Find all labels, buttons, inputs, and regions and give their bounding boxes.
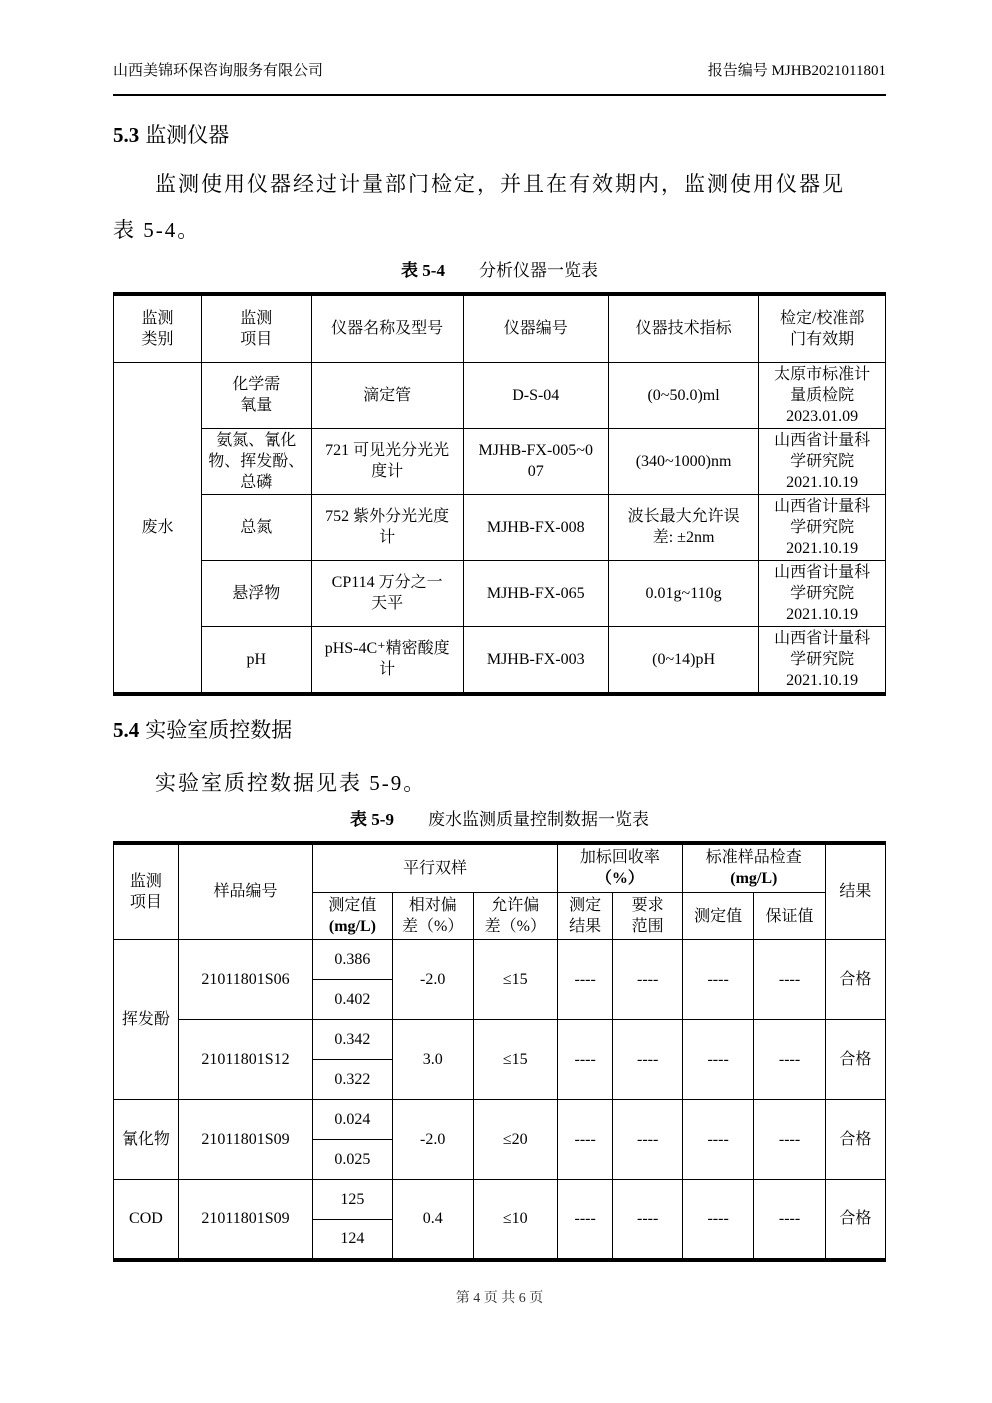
cell-spike-range: ---- — [613, 940, 682, 1020]
cell-monitoring-item: 总氮 — [202, 494, 312, 560]
col-header-result: 结果 — [825, 843, 885, 940]
cell-std-measured: ---- — [682, 940, 753, 1020]
cell-instrument-name: 滴定管 — [311, 362, 463, 428]
cell-spike-measured: ---- — [557, 940, 613, 1020]
cell-measured-value: 0.402 — [313, 980, 393, 1020]
company-name: 山西美锦环保咨询服务有限公司 — [113, 63, 324, 79]
header-rule — [113, 94, 886, 96]
cell-std-measured: ---- — [682, 1180, 753, 1260]
cell-instrument-name: 752 紫外分光光度 计 — [311, 494, 463, 560]
paragraph-5-4: 实验室质控数据见表 5-9。 — [155, 770, 427, 795]
col-header-monitoring-item: 监测 项目 — [114, 843, 179, 940]
cell-measured-value: 125 — [313, 1180, 393, 1220]
caption-title: 废水监测质量控制数据一览表 — [427, 809, 649, 829]
cell-relative-deviation: 0.4 — [392, 1180, 473, 1260]
cell-certification-dept: 山西省计量科 学研究院 2021.10.19 — [759, 494, 886, 560]
cell-spike-measured: ---- — [557, 1020, 613, 1100]
table-row — [114, 940, 886, 980]
report-number: 报告编号 MJHB2021011801 — [707, 63, 886, 79]
caption-title: 分析仪器一览表 — [478, 261, 598, 280]
col-header-monitoring-item: 监测 项目 — [202, 294, 312, 362]
cell-std-measured: ---- — [682, 1100, 753, 1180]
col-group-parallel-samples: 平行双样 — [313, 843, 558, 893]
col-header-certification-dept: 检定/校准部 门有效期 — [759, 294, 886, 362]
cell-instrument-code: MJHB-FX-065 — [463, 560, 608, 626]
cell-monitoring-item: COD — [114, 1180, 179, 1260]
cell-spike-measured: ---- — [557, 1100, 613, 1180]
cell-std-guaranteed: ---- — [754, 1020, 825, 1100]
cell-measured-value: 0.025 — [313, 1140, 393, 1180]
cell-allowed-deviation: ≤20 — [473, 1100, 557, 1180]
cell-certification-dept: 太原市标准计 量质检院 2023.01.09 — [759, 362, 886, 428]
cell-monitoring-item: 化学需 氧量 — [202, 362, 312, 428]
col-header-instrument-code: 仪器编号 — [463, 294, 608, 362]
caption-label: 表 5-9 — [350, 809, 394, 829]
table-row — [114, 1180, 886, 1220]
col-header-allowed-deviation: 允许偏 差（%） — [473, 893, 557, 940]
cell-relative-deviation: -2.0 — [392, 1100, 473, 1180]
cell-relative-deviation: 3.0 — [392, 1020, 473, 1100]
table-row — [114, 428, 886, 494]
table-row — [114, 1020, 886, 1060]
col-header-technical-spec: 仪器技术指标 — [608, 294, 759, 362]
cell-allowed-deviation: ≤15 — [473, 940, 557, 1020]
col-header-spike-measured: 测定 结果 — [557, 893, 613, 940]
col-header-instrument-name: 仪器名称及型号 — [311, 294, 463, 362]
cell-std-guaranteed: ---- — [754, 1100, 825, 1180]
cell-instrument-name: 721 可见光分光光 度计 — [311, 428, 463, 494]
cell-spike-range: ---- — [613, 1180, 682, 1260]
cell-certification-dept: 山西省计量科 学研究院 2021.10.19 — [759, 560, 886, 626]
table-5-9-caption — [113, 808, 886, 832]
cell-measured-value: 0.342 — [313, 1020, 393, 1060]
cell-monitoring-item: 氰化物 — [114, 1100, 179, 1180]
cell-result: 合格 — [825, 1020, 885, 1100]
cell-allowed-deviation: ≤15 — [473, 1020, 557, 1100]
page-number: 第 4 页 共 6 页 — [455, 1290, 544, 1306]
cell-technical-spec: 0.01g~110g — [608, 560, 759, 626]
cell-std-guaranteed: ---- — [754, 1180, 825, 1260]
analysis-instruments-table — [113, 292, 886, 696]
cell-technical-spec: (0~50.0)ml — [608, 362, 759, 428]
section-heading-5-4 — [113, 716, 886, 744]
col-header-std-guaranteed: 保证值 — [754, 893, 825, 940]
cell-result: 合格 — [825, 940, 885, 1020]
cell-instrument-name: CP114 万分之一 天平 — [311, 560, 463, 626]
section-title: 监测仪器 — [145, 123, 230, 147]
cell-measured-value: 0.024 — [313, 1100, 393, 1140]
cell-spike-range: ---- — [613, 1100, 682, 1180]
cell-instrument-code: MJHB-FX-008 — [463, 494, 608, 560]
cell-monitoring-item: 挥发酚 — [114, 940, 179, 1100]
cell-measured-value: 0.386 — [313, 940, 393, 980]
cell-technical-spec: (340~1000)nm — [608, 428, 759, 494]
col-header-monitoring-category: 监测 类别 — [114, 294, 202, 362]
cell-sample-id: 21011801S12 — [178, 1020, 312, 1100]
cell-instrument-code: MJHB-FX-003 — [463, 626, 608, 694]
cell-result: 合格 — [825, 1180, 885, 1260]
cell-spike-range: ---- — [613, 1020, 682, 1100]
col-header-sample-id: 样品编号 — [178, 843, 312, 940]
table-row — [114, 1100, 886, 1140]
col-header-measured-value: 测定值 (mg/L) — [313, 893, 393, 940]
cell-allowed-deviation: ≤10 — [473, 1180, 557, 1260]
section-heading-5-3 — [113, 121, 886, 149]
cell-relative-deviation: -2.0 — [392, 940, 473, 1020]
cell-measured-value: 0.322 — [313, 1060, 393, 1100]
cell-std-guaranteed: ---- — [754, 940, 825, 1020]
col-header-std-measured: 测定值 — [682, 893, 753, 940]
cell-monitoring-category: 废水 — [114, 362, 202, 694]
section-number: 5.3 — [113, 123, 140, 147]
table-row — [114, 626, 886, 694]
cell-result: 合格 — [825, 1100, 885, 1180]
cell-instrument-code: MJHB-FX-005~0 07 — [463, 428, 608, 494]
cell-instrument-name: pHS-4C⁺精密酸度 计 — [311, 626, 463, 694]
cell-technical-spec: (0~14)pH — [608, 626, 759, 694]
cell-instrument-code: D-S-04 — [463, 362, 608, 428]
table-5-4-caption — [113, 259, 886, 283]
col-header-spike-range: 要求 范围 — [613, 893, 682, 940]
col-group-spike-recovery: 加标回收率 （%） — [557, 843, 682, 893]
table-row — [114, 560, 886, 626]
cell-monitoring-item: 氨氮、氰化 物、挥发酚、 总磷 — [202, 428, 312, 494]
col-header-relative-deviation: 相对偏 差（%） — [392, 893, 473, 940]
page-header — [113, 0, 886, 80]
cell-sample-id: 21011801S09 — [178, 1100, 312, 1180]
section-number: 5.4 — [113, 717, 140, 742]
cell-measured-value: 124 — [313, 1220, 393, 1260]
col-group-standard-sample-check: 标准样品检查 (mg/L) — [682, 843, 825, 893]
cell-sample-id: 21011801S09 — [178, 1180, 312, 1260]
cell-monitoring-item: 悬浮物 — [202, 560, 312, 626]
paragraph-5-3: 监测使用仪器经过计量部门检定，并且在有效期内，监测使用仪器见 表 5-4。 — [113, 172, 845, 242]
table-row — [114, 362, 886, 428]
cell-spike-measured: ---- — [557, 1180, 613, 1260]
cell-technical-spec: 波长最大允许误 差: ±2nm — [608, 494, 759, 560]
cell-monitoring-item: pH — [202, 626, 312, 694]
qc-data-table — [113, 841, 886, 1262]
section-title: 实验室质控数据 — [145, 717, 293, 742]
cell-sample-id: 21011801S06 — [178, 940, 312, 1020]
table-row — [114, 494, 886, 560]
cell-certification-dept: 山西省计量科 学研究院 2021.10.19 — [759, 626, 886, 694]
caption-label: 表 5-4 — [401, 261, 445, 280]
cell-std-measured: ---- — [682, 1020, 753, 1100]
cell-certification-dept: 山西省计量科 学研究院 2021.10.19 — [759, 428, 886, 494]
